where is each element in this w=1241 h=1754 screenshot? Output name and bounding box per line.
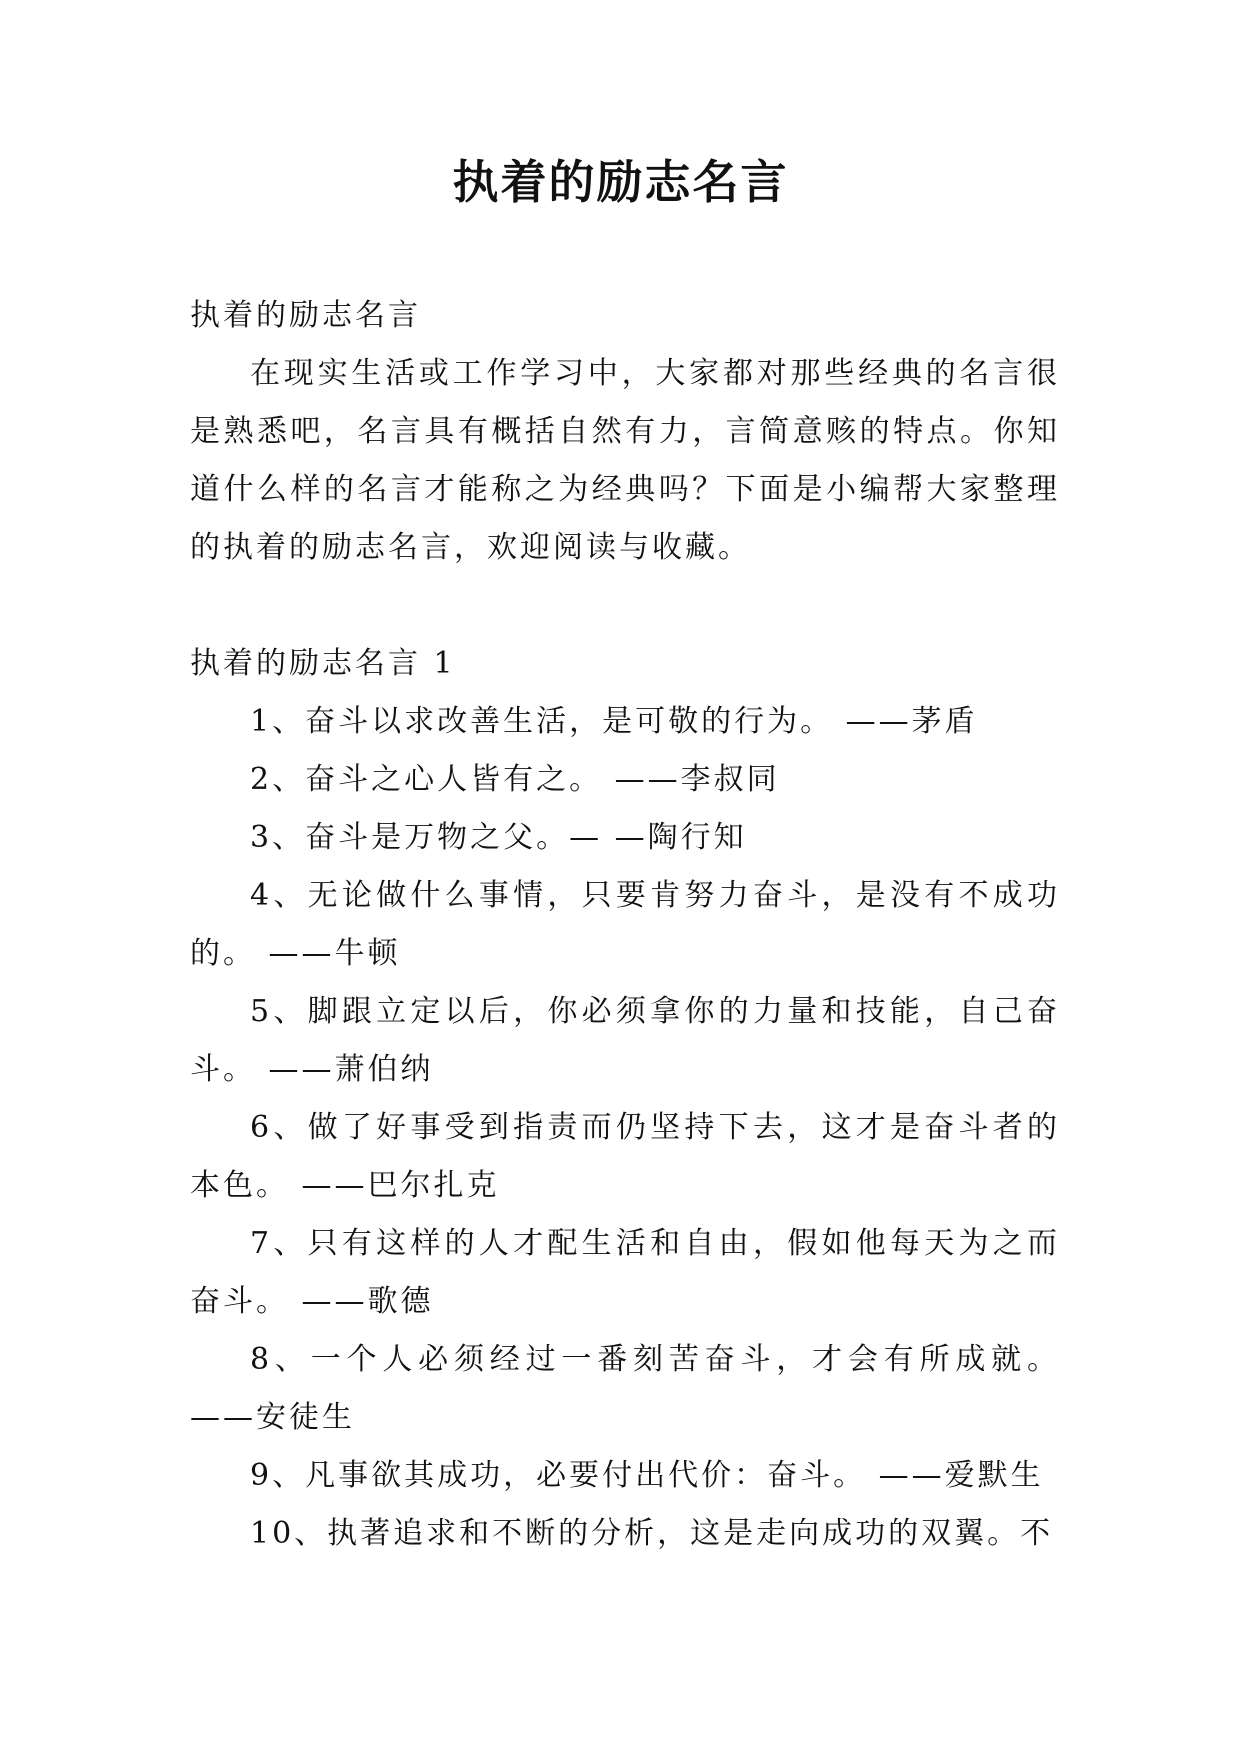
document-body [190,287,1060,1563]
quote-item: 7、只有这样的人才配生活和自由，假如他每天为之而奋斗。 ——歌德 [190,1226,1060,1319]
quote-item: 1、奋斗以求改善生活，是可敬的行为。 ——茅盾 [250,704,978,739]
quote-item: 4、无论做什么事情，只要肯努力奋斗，是没有不成功的。 ——牛顿 [190,878,1060,971]
quote-item: 8、一个人必须经过一番刻苦奋斗，才会有所成就。 ——安徒生 [190,1342,1060,1435]
intro-paragraph: 在现实生活或工作学习中，大家都对那些经典的名言很是熟悉吧，名言具有概括自然有力，言简意赅的特点。你知道什么样的名言才能称之为经典吗？下面是小编帮大家整理的执着的励志名言，欢迎阅读与收藏。 [190,356,1060,565]
document-title: 执着的励志名言 [452,155,789,209]
quote-item: 2、奋斗之心人皆有之。 ——李叔同 [250,762,780,797]
quote-item: 6、做了好事受到指责而仍坚持下去，这才是奋斗者的本色。 ——巴尔扎克 [190,1110,1060,1203]
paragraph-spacer [190,577,1060,635]
section-title: 执着的励志名言 1 [190,646,456,681]
quote-item: 9、凡事欲其成功，必要付出代价：奋斗。 ——爱默生 [250,1458,1044,1493]
quote-item: 3、奋斗是万物之父。— —陶行知 [250,820,747,855]
quote-item: 5、脚跟立定以后，你必须拿你的力量和技能，自己奋斗。 ——萧伯纳 [190,994,1060,1087]
section-heading: 执着的励志名言 [190,298,421,333]
quote-item: 10、执著追求和不断的分析，这是走向成功的双翼。不 [250,1516,1054,1551]
